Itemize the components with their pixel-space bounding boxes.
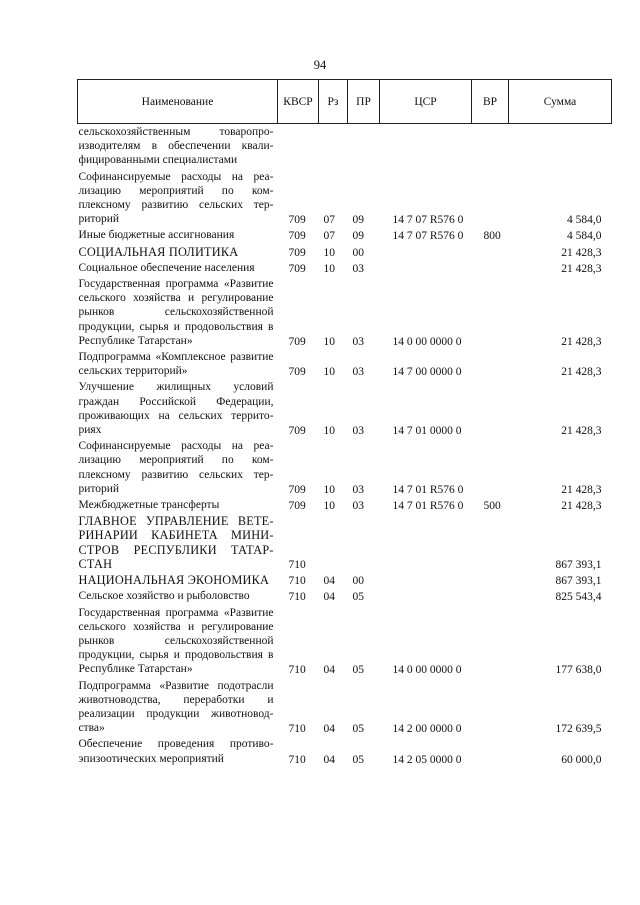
cell-sum: 21 428,3 [561, 246, 602, 259]
cell-pr: 05 [352, 591, 364, 604]
table-row [78, 513, 612, 572]
cell-csr: 14 2 00 0000 0 [392, 723, 462, 736]
cell-kvsr: 709 [288, 335, 306, 348]
cell-sum: 21 428,3 [561, 425, 602, 438]
table-body [78, 124, 612, 767]
cell-rz: 10 [323, 500, 335, 513]
cell-rz: 04 [323, 591, 335, 604]
table-header [78, 80, 612, 124]
cell-kvsr: 709 [288, 246, 306, 259]
cell-pr: 00 [352, 246, 364, 259]
cell-kvsr: 710 [288, 723, 306, 736]
cell-name: Сельское хозяйство и рыболовство [78, 590, 250, 603]
cell-name: Софинансируемые расходы на реализацию мероприятий по комплексному развитию сельских территорий [78, 170, 274, 226]
cell-pr: 05 [352, 664, 364, 677]
cell-kvsr: 710 [288, 575, 306, 588]
cell-name: Подпрограмма «Комплексное развитие сельских территорий» [78, 351, 274, 378]
table-row [78, 497, 612, 513]
cell-csr: 14 7 07 R576 0 [392, 214, 464, 227]
cell-sum: 867 393,1 [555, 558, 602, 571]
cell-name: Социальное обеспечение населения [78, 261, 255, 274]
cell-sum: 172 639,5 [555, 723, 602, 736]
cell-vr: 500 [483, 500, 501, 513]
cell-name: Государственная программа «Развитие сельского хозяйства и регулирование рынков сельскохозяйственной продукции, сырья и продовольствия в Республике Татарстан» [78, 606, 274, 676]
cell-rz: 10 [323, 366, 335, 379]
cell-name: Софинансируемые расходы на реализацию мероприятий по комплексному развитию сельских территорий [78, 440, 274, 495]
table-row [78, 379, 612, 438]
cell-rz: 07 [323, 214, 335, 227]
cell-name: Иные бюджетные ассигнования [78, 229, 235, 242]
cell-kvsr: 709 [288, 366, 306, 379]
cell-vr [472, 349, 509, 379]
cell-rz: 10 [323, 335, 335, 348]
cell-rz: 10 [323, 483, 335, 496]
table-row [78, 244, 612, 260]
table-row [78, 276, 612, 349]
cell-csr: 14 7 01 R576 0 [392, 500, 464, 513]
cell-sum: 60 000,0 [561, 753, 602, 766]
cell-vr [472, 260, 509, 276]
cell-vr [472, 438, 509, 497]
cell-vr [472, 736, 509, 766]
table-row [78, 227, 612, 243]
cell-name: Улучшение жилищных условий граждан Российской Федерации, проживающих на сельских территориях [78, 381, 274, 437]
cell-name: Подпрограмма «Развитие подотрасли животноводства, переработки и реализации продукции животноводства» [78, 679, 274, 735]
cell-vr [472, 588, 509, 604]
cell-csr [380, 588, 472, 604]
cell-vr [472, 605, 509, 678]
cell-sum: 21 428,3 [561, 500, 602, 513]
cell-sum: 825 543,4 [555, 591, 602, 604]
cell-vr [472, 379, 509, 438]
header-rz: Рз [319, 80, 348, 124]
header-pr: ПР [348, 80, 380, 124]
header-csr: ЦСР [380, 80, 472, 124]
cell-vr: 800 [483, 230, 501, 243]
cell-name: Обеспечение проведения противоэпизоотических мероприятий [78, 738, 274, 765]
table-row [78, 678, 612, 737]
cell-kvsr: 709 [288, 230, 306, 243]
cell-vr [472, 572, 509, 588]
cell-kvsr: 710 [288, 753, 306, 766]
cell-pr: 03 [352, 335, 364, 348]
cell-rz: 04 [323, 575, 335, 588]
cell-kvsr: 709 [288, 214, 306, 227]
cell-csr [380, 124, 472, 169]
cell-sum: 21 428,3 [561, 483, 602, 496]
cell-kvsr: 710 [288, 558, 306, 571]
cell-csr: 14 7 00 0000 0 [392, 366, 462, 379]
cell-rz: 04 [323, 753, 335, 766]
cell-rz: 04 [323, 664, 335, 677]
cell-name: СОЦИАЛЬНАЯ ПОЛИТИКА [78, 244, 239, 259]
cell-name: сельскохозяйственным товаропроизводителям в обеспечении квалифицированными специалистами [78, 126, 274, 167]
cell-vr [472, 276, 509, 349]
table-row [78, 605, 612, 678]
cell-pr: 09 [352, 214, 364, 227]
header-sum: Сумма [509, 80, 612, 124]
cell-name: ГЛАВНОЕ УПРАВЛЕНИЕ ВЕТЕРИНАРИИ КАБИНЕТА МИНИСТРОВ РЕСПУБЛИКИ ТАТАРСТАН [78, 514, 274, 571]
cell-rz: 10 [323, 262, 335, 275]
cell-kvsr: 709 [288, 425, 306, 438]
table-row [78, 438, 612, 497]
cell-csr [380, 244, 472, 260]
table-row [78, 736, 612, 766]
page-number: 94 [313, 58, 327, 72]
cell-rz [319, 513, 348, 572]
cell-sum: 867 393,1 [555, 575, 602, 588]
cell-csr: 14 7 01 R576 0 [392, 483, 464, 496]
table-row [78, 572, 612, 588]
cell-pr: 03 [352, 366, 364, 379]
cell-csr [380, 572, 472, 588]
cell-pr: 03 [352, 425, 364, 438]
cell-sum: 4 584,0 [567, 230, 602, 243]
header-name: Наименование [78, 80, 278, 124]
cell-sum [509, 124, 612, 169]
table-row [78, 169, 612, 228]
cell-sum: 21 428,3 [561, 335, 602, 348]
cell-rz: 10 [323, 246, 335, 259]
cell-csr: 14 7 07 R576 0 [392, 230, 464, 243]
cell-pr: 03 [352, 500, 364, 513]
cell-vr [472, 678, 509, 737]
cell-sum: 21 428,3 [561, 262, 602, 275]
budget-table [77, 79, 612, 767]
cell-csr [380, 260, 472, 276]
cell-kvsr: 709 [288, 262, 306, 275]
table-row [78, 124, 612, 169]
cell-name: Межбюджетные трансферты [78, 499, 220, 512]
header-kvsr: КВСР [278, 80, 319, 124]
cell-csr [380, 513, 472, 572]
cell-vr [472, 169, 509, 228]
cell-name: НАЦИОНАЛЬНАЯ ЭКОНОМИКА [78, 573, 270, 588]
cell-rz: 04 [323, 723, 335, 736]
cell-kvsr: 709 [288, 500, 306, 513]
table-row [78, 588, 612, 604]
cell-pr: 09 [352, 230, 364, 243]
cell-rz [319, 124, 348, 169]
table-row [78, 349, 612, 379]
cell-kvsr: 709 [288, 483, 306, 496]
cell-pr [348, 513, 380, 572]
cell-pr: 03 [352, 262, 364, 275]
header-vr: ВР [472, 80, 509, 124]
cell-vr [472, 124, 509, 169]
cell-csr: 14 0 00 0000 0 [392, 335, 462, 348]
cell-csr: 14 2 05 0000 0 [392, 753, 462, 766]
cell-rz: 10 [323, 425, 335, 438]
cell-kvsr: 710 [288, 591, 306, 604]
cell-sum: 177 638,0 [555, 664, 602, 677]
cell-rz: 07 [323, 230, 335, 243]
cell-pr: 00 [352, 575, 364, 588]
cell-vr [472, 244, 509, 260]
cell-kvsr [278, 124, 319, 169]
cell-sum: 21 428,3 [561, 366, 602, 379]
cell-kvsr: 710 [288, 664, 306, 677]
cell-pr: 05 [352, 753, 364, 766]
cell-csr: 14 0 00 0000 0 [392, 664, 462, 677]
cell-pr: 05 [352, 723, 364, 736]
cell-name: Государственная программа «Развитие сельского хозяйства и регулирование рынков сельскохозяйственной продукции, сырья и продовольствия в Республике Татарстан» [78, 278, 274, 347]
cell-sum: 4 584,0 [567, 214, 602, 227]
cell-csr: 14 7 01 0000 0 [392, 425, 462, 438]
cell-pr [348, 124, 380, 169]
cell-vr [472, 513, 509, 572]
table-row [78, 260, 612, 276]
cell-pr: 03 [352, 483, 364, 496]
